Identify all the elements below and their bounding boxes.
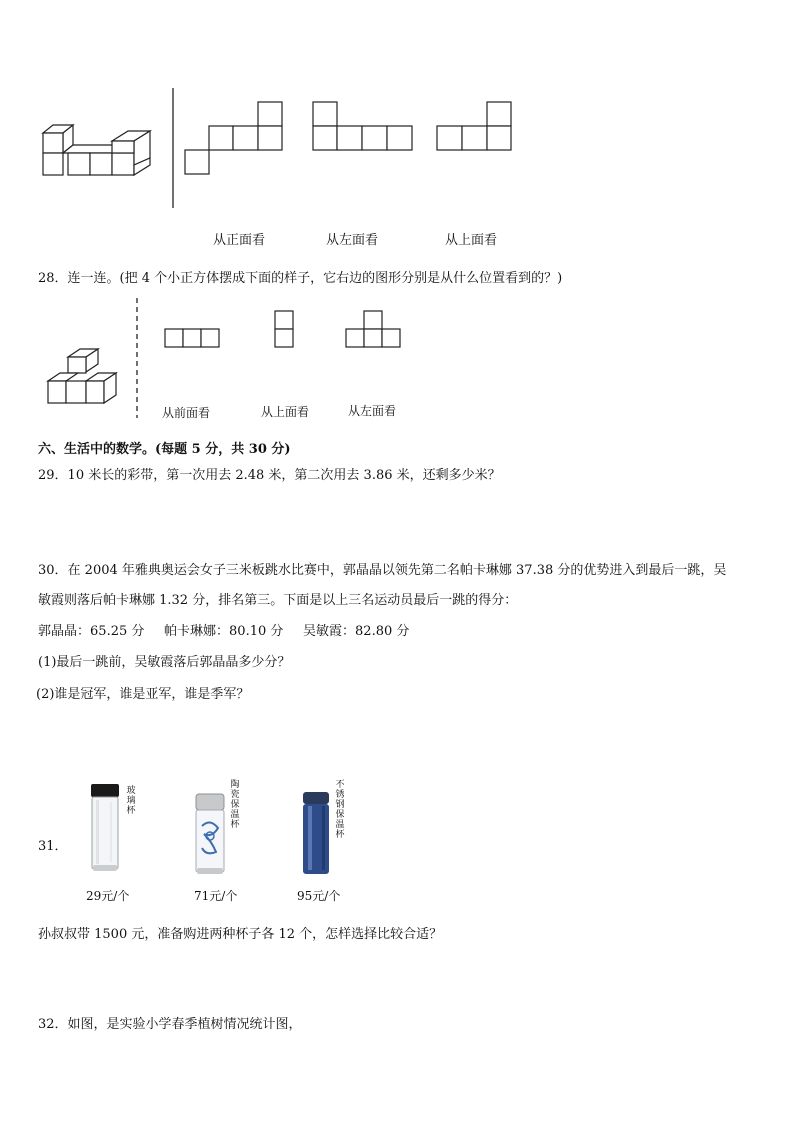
q30-line-1: 30．在 2004 年雅典奥运会女子三米板跳水比赛中，郭晶晶以领先第二名帕卡琳娜 37.38 分的优势进入到最后一跳，吴	[38, 563, 727, 578]
athlete-score: 82.80 分	[355, 624, 410, 639]
section-6-heading: 六、生活中的数学。(每题 5 分，共 30 分)	[38, 442, 291, 457]
q27-view-label-front: 从正面看	[213, 233, 266, 248]
steel-cup-label: 不锈钢保温杯	[335, 780, 345, 840]
glass-cup-image	[88, 782, 124, 878]
steel-cup-price: 95元/个	[297, 889, 341, 903]
ceramic-cup-price: 71元/个	[194, 889, 238, 903]
q30-score-guo: 郭晶晶：65.25 分	[38, 624, 145, 639]
q27-front-view	[183, 100, 285, 178]
q28-view-label-front: 从前面看	[162, 406, 211, 420]
q30-sub-question-1: (1)最后一跳前，吴敏霞落后郭晶晶多少分？	[38, 655, 291, 670]
q27-top-view	[436, 100, 516, 154]
q30-sub-question-2: (2)谁是冠军，谁是亚军，谁是季军？	[36, 687, 250, 702]
athlete-name: 吴敏霞	[303, 624, 343, 639]
q31-question: 孙叔叔带 1500 元，准备购进两种杯子各 12 个，怎样选择比较合适？	[38, 927, 443, 942]
q28-cube-figure	[40, 340, 130, 410]
ceramic-cup-image	[193, 792, 227, 878]
athlete-name: 帕卡琳娜	[164, 624, 217, 639]
q28-view-c	[345, 310, 405, 350]
athlete-score: 65.25 分	[90, 624, 145, 639]
athlete-score: 80.10 分	[229, 624, 284, 639]
ceramic-cup-label: 陶瓷保温杯	[230, 780, 240, 830]
q28-view-label-top: 从上面看	[261, 405, 310, 419]
q30-score-pakalina: 帕卡琳娜：80.10 分	[164, 624, 284, 639]
glass-cup-label: 玻璃杯	[126, 786, 136, 816]
q30-score-wu: 吴敏霞：82.80 分	[303, 624, 410, 639]
q28-question: 28．连一连。(把 4 个小正方体摆成下面的样子，它右边的图形分别是从什么位置看到的？)	[38, 271, 563, 286]
q28-view-label-left: 从左面看	[348, 404, 397, 418]
q28-view-a	[164, 327, 222, 349]
q32-question: 32．如图，是实验小学春季植树情况统计图，	[38, 1017, 302, 1032]
q27-view-label-left: 从左面看	[326, 233, 379, 248]
glass-cup-price: 29元/个	[86, 889, 130, 903]
q30-line-2: 敏霞则落后帕卡琳娜 1.32 分，排名第三。下面是以上三名运动员最后一跳的得分：	[38, 593, 518, 608]
q28-dashed-divider	[134, 298, 140, 420]
q27-divider-line	[170, 88, 176, 210]
q27-left-view	[312, 100, 414, 154]
q31-number: 31．	[38, 839, 68, 854]
q27-view-label-top: 从上面看	[445, 233, 498, 248]
q29-question: 29．10 米长的彩带，第一次用去 2.48 米，第二次用去 3.86 米，还剩多少米？	[38, 468, 501, 483]
athlete-name: 郭晶晶	[38, 624, 78, 639]
q28-view-b	[273, 310, 297, 350]
steel-cup-image	[300, 790, 332, 878]
